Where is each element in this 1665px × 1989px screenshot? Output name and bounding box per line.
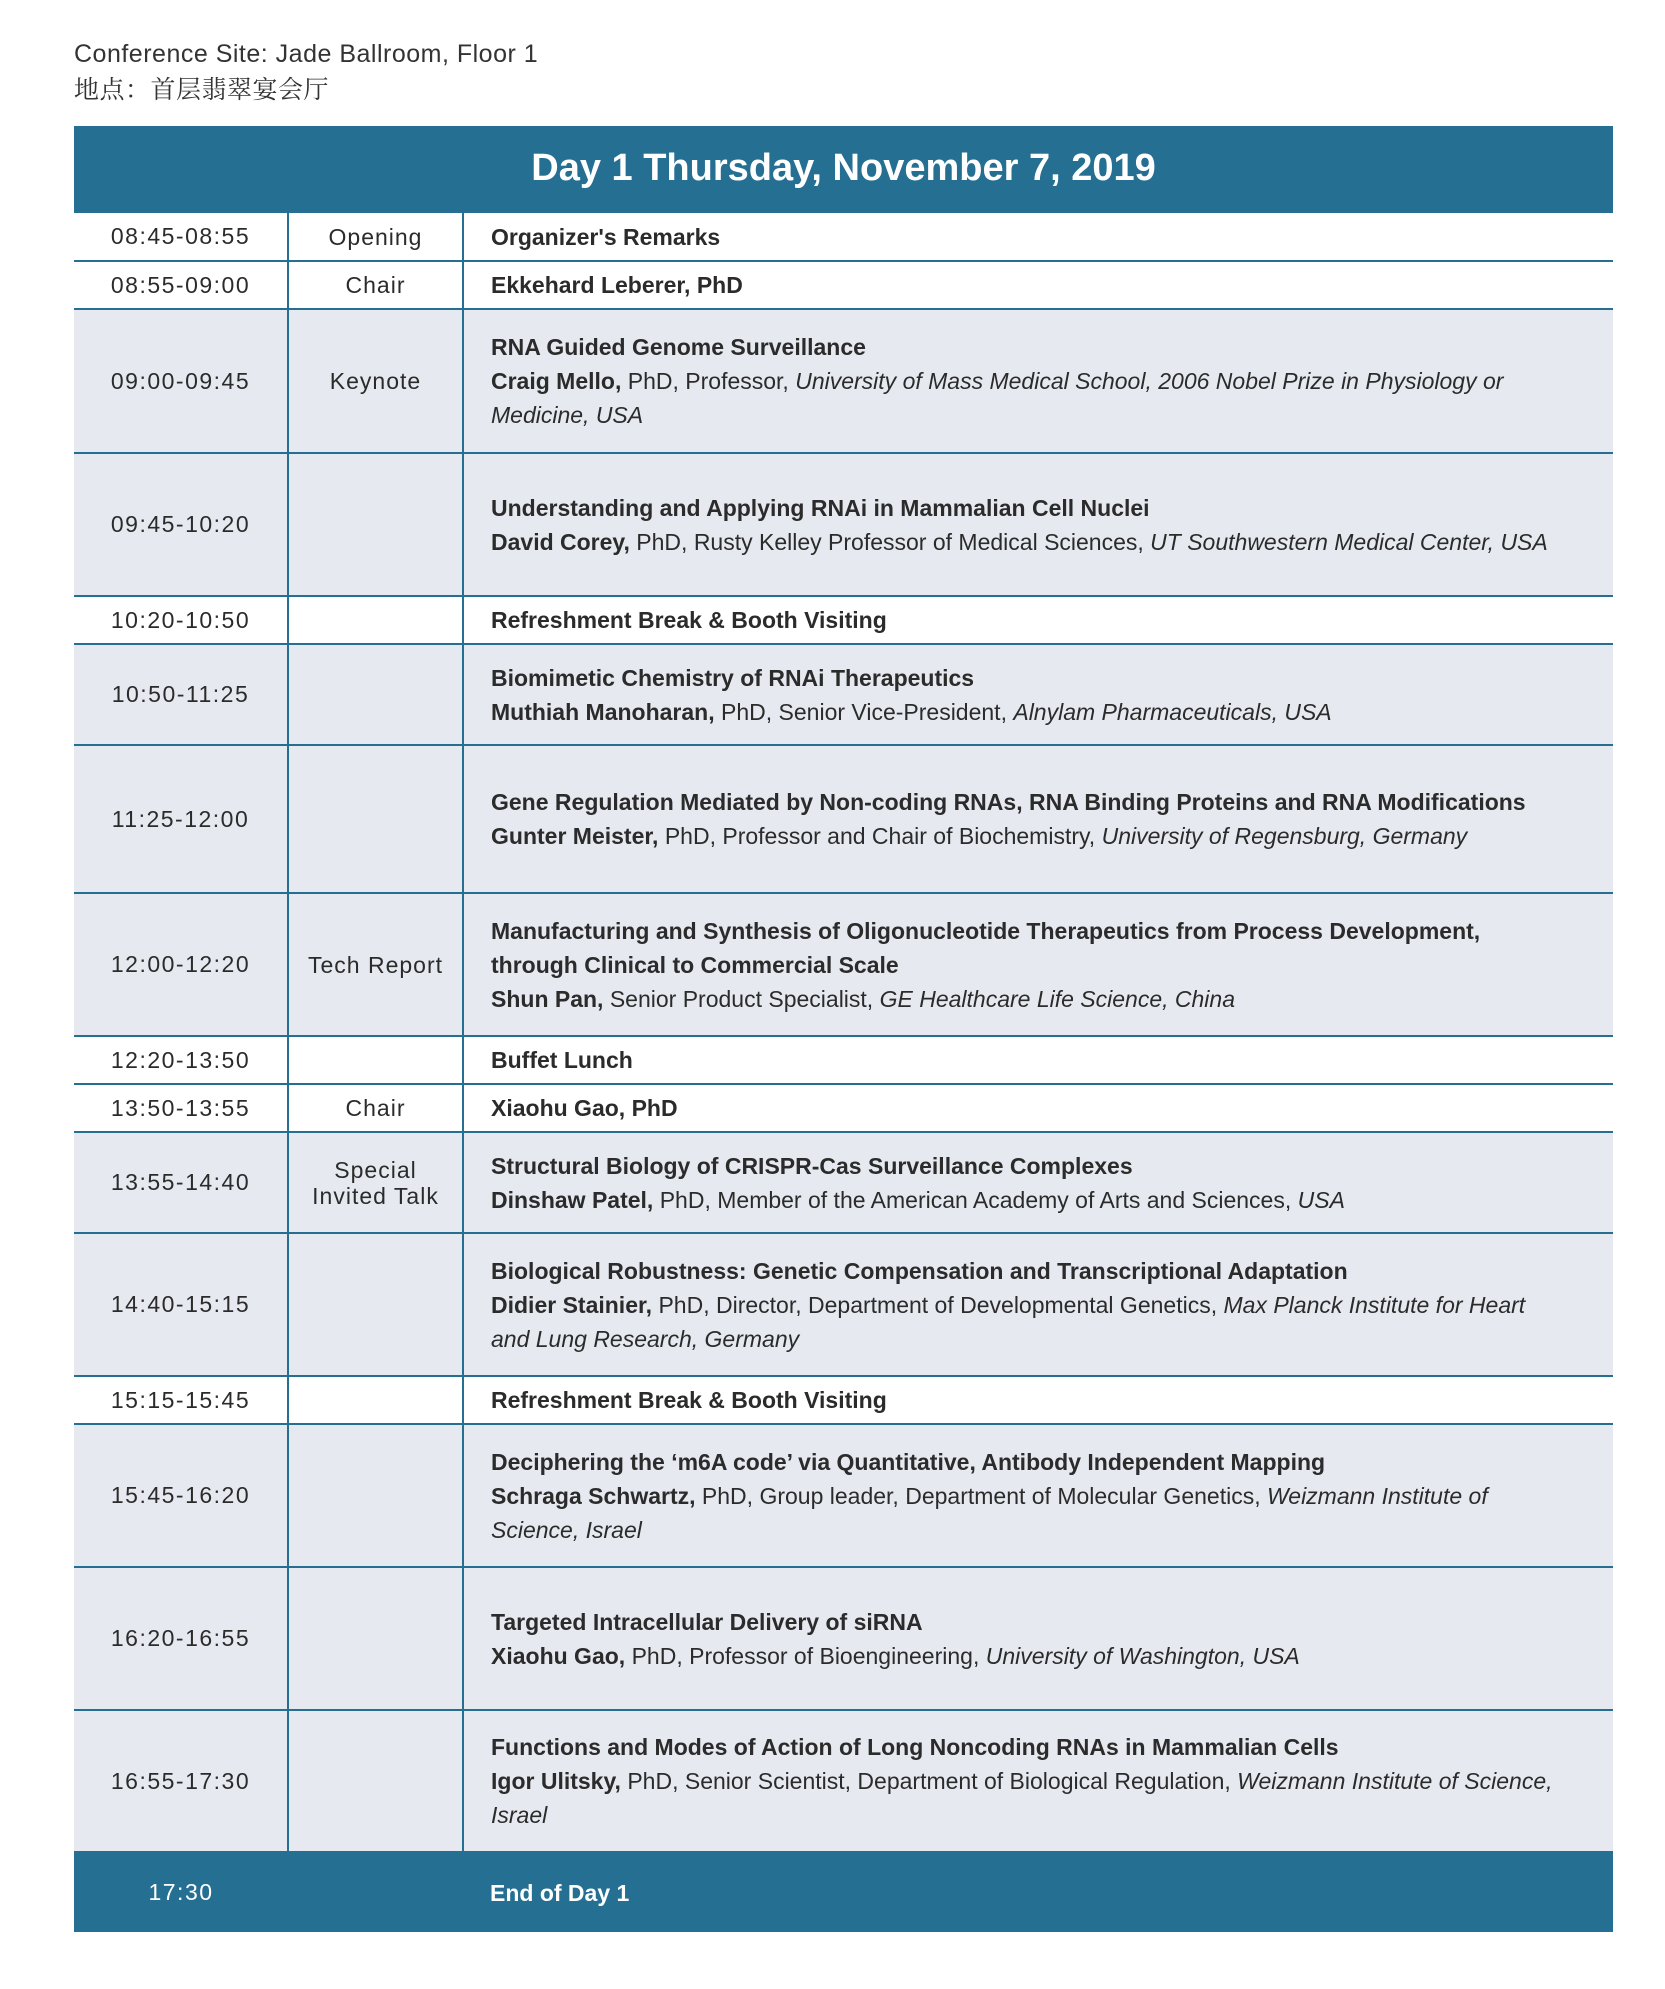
session-title: Structural Biology of CRISPR-Cas Surveillance Complexes [491, 1152, 1133, 1179]
schedule-row [74, 596, 1613, 644]
schedule-row [74, 893, 1613, 1036]
session-type [288, 1233, 463, 1376]
conference-site [74, 36, 538, 108]
session-time: 16:20-16:55 [74, 1567, 288, 1710]
speaker-affiliation: Weizmann Institute of Science, Israel [491, 1482, 1488, 1543]
session-content [463, 1376, 1613, 1424]
session-content [463, 745, 1613, 893]
schedule-row [74, 1567, 1613, 1710]
speaker-line [491, 1639, 1563, 1673]
speaker-name: Didier Stainier, [491, 1291, 653, 1318]
session-time: 14:40-15:15 [74, 1233, 288, 1376]
speaker-name: Igor Ulitsky, [491, 1768, 621, 1794]
session-title: Targeted Intracellular Delivery of siRNA [491, 1608, 923, 1635]
speaker-line [491, 1479, 1563, 1547]
schedule-row [74, 644, 1613, 745]
schedule-row [74, 1233, 1613, 1376]
session-title: Refreshment Break & Booth Visiting [491, 1387, 887, 1413]
session-title: Xiaohu Gao, PhD [491, 1095, 678, 1121]
session-type: Chair [288, 261, 463, 309]
session-type: Special Invited Talk [288, 1132, 463, 1233]
session-type [288, 453, 463, 596]
speaker-line [491, 1183, 1563, 1217]
schedule-row [74, 453, 1613, 596]
session-content [463, 1424, 1613, 1567]
speaker-line [491, 1288, 1563, 1356]
session-title: Refreshment Break & Booth Visiting [491, 607, 887, 633]
schedule-row [74, 261, 1613, 309]
speaker-line [491, 525, 1563, 559]
speaker-name: Shun Pan, [491, 985, 604, 1012]
schedule-row [74, 212, 1613, 261]
session-time: 09:00-09:45 [74, 309, 288, 453]
session-type [288, 1710, 463, 1852]
session-content [463, 309, 1613, 453]
session-title: RNA Guided Genome Surveillance [491, 334, 866, 360]
footer-title: End of Day 1 [463, 1852, 1613, 1932]
speaker-name: Craig Mello, [491, 368, 622, 394]
speaker-name: Dinshaw Patel, [491, 1186, 654, 1213]
session-type: Keynote [288, 309, 463, 453]
speaker-role: PhD, Director, Department of Developmental Genetics, [652, 1291, 1224, 1318]
speaker-affiliation: UT Southwestern Medical Center, USA [1150, 528, 1548, 555]
session-content [463, 596, 1613, 644]
session-content [463, 261, 1613, 309]
speaker-affiliation: GE Healthcare Life Science, China [879, 985, 1236, 1012]
session-type: Opening [288, 212, 463, 261]
speaker-role: PhD, Professor, [621, 368, 796, 394]
day-title: Day 1 Thursday, November 7, 2019 [531, 147, 1156, 189]
session-title: Organizer's Remarks [491, 223, 721, 250]
session-content [463, 1233, 1613, 1376]
schedule-row [74, 1710, 1613, 1852]
schedule-body [74, 212, 1613, 1932]
session-content [463, 893, 1613, 1036]
schedule-row [74, 1132, 1613, 1233]
footer-time: 17:30 [74, 1852, 288, 1932]
schedule-row [74, 309, 1613, 453]
session-content [463, 1132, 1613, 1233]
session-title: Biomimetic Chemistry of RNAi Therapeutics [491, 664, 975, 691]
speaker-line [491, 1764, 1563, 1832]
speaker-name: Schraga Schwartz, [491, 1482, 696, 1509]
session-time: 11:25-12:00 [74, 745, 288, 893]
speaker-affiliation: University of Washington, USA [985, 1642, 1300, 1669]
footer-row [74, 1852, 1613, 1932]
speaker-affiliation: Alnylam Pharmaceuticals, USA [1013, 698, 1332, 725]
session-content [463, 453, 1613, 596]
speaker-line [491, 982, 1563, 1016]
session-content [463, 1567, 1613, 1710]
session-content [463, 1710, 1613, 1852]
session-title: Ekkehard Leberer, PhD [491, 272, 743, 298]
session-time: 10:20-10:50 [74, 596, 288, 644]
schedule-row [74, 745, 1613, 893]
speaker-affiliation: Weizmann Institute of Science, Israel [491, 1768, 1553, 1828]
speaker-role: PhD, Group leader, Department of Molecular Genetics, [695, 1482, 1267, 1509]
speaker-name: Gunter Meister, [491, 823, 659, 849]
session-type [288, 1567, 463, 1710]
session-content [463, 1036, 1613, 1084]
speaker-name: Muthiah Manoharan, [491, 698, 715, 725]
speaker-affiliation: Max Planck Institute for Heart and Lung Research, Germany [491, 1291, 1526, 1352]
conference-site-en: Conference Site: Jade Ballroom, Floor 1 [74, 40, 539, 68]
footer-spacer [288, 1852, 463, 1932]
session-type: Tech Report [288, 893, 463, 1036]
speaker-role: Senior Product Specialist, [603, 985, 880, 1012]
speaker-role: PhD, Senior Scientist, Department of Biological Regulation, [620, 1768, 1238, 1794]
session-content [463, 644, 1613, 745]
schedule-row [74, 1036, 1613, 1084]
session-title: Manufacturing and Synthesis of Oligonucleotide Therapeutics from Process Development, through Clinical to Commercial Scale [491, 917, 1481, 978]
speaker-name: David Corey, [491, 528, 630, 555]
session-title: Functions and Modes of Action of Long Noncoding RNAs in Mammalian Cells [491, 1734, 1339, 1760]
conference-site-cn: 地点：首层翡翠宴会厅 [74, 76, 330, 104]
session-title: Gene Regulation Mediated by Non-coding RNAs, RNA Binding Proteins and RNA Modifications [491, 789, 1526, 815]
schedule-table [74, 211, 1613, 1932]
session-time: 12:20-13:50 [74, 1036, 288, 1084]
session-time: 08:45-08:55 [74, 212, 288, 261]
speaker-name: Xiaohu Gao, [491, 1642, 626, 1669]
session-title: Buffet Lunch [491, 1047, 633, 1073]
schedule-row [74, 1376, 1613, 1424]
speaker-affiliation: University of Regensburg, Germany [1101, 823, 1468, 849]
schedule-row [74, 1424, 1613, 1567]
session-type [288, 745, 463, 893]
session-time: 15:15-15:45 [74, 1376, 288, 1424]
speaker-role: PhD, Professor of Bioengineering, [625, 1642, 986, 1669]
session-time: 13:50-13:55 [74, 1084, 288, 1132]
session-time: 15:45-16:20 [74, 1424, 288, 1567]
speaker-affiliation: USA [1297, 1186, 1345, 1213]
speaker-line [491, 695, 1563, 729]
session-content [463, 212, 1613, 261]
session-time: 16:55-17:30 [74, 1710, 288, 1852]
session-time: 13:55-14:40 [74, 1132, 288, 1233]
day-header [74, 126, 1613, 211]
session-title: Deciphering the ‘m6A code’ via Quantitative, Antibody Independent Mapping [491, 1448, 1326, 1475]
speaker-role: PhD, Professor and Chair of Biochemistry, [658, 823, 1102, 849]
session-type [288, 644, 463, 745]
session-type [288, 1424, 463, 1567]
session-content [463, 1084, 1613, 1132]
session-type [288, 1376, 463, 1424]
speaker-role: PhD, Rusty Kelley Professor of Medical Sciences, [629, 528, 1151, 555]
schedule-row [74, 1084, 1613, 1132]
speaker-role: PhD, Senior Vice-President, [714, 698, 1014, 725]
session-title: Biological Robustness: Genetic Compensation and Transcriptional Adaptation [491, 1257, 1348, 1284]
speaker-line [491, 364, 1563, 432]
session-type [288, 1036, 463, 1084]
speaker-affiliation: University of Mass Medical School, 2006 Nobel Prize in Physiology or Medicine, USA [491, 368, 1504, 428]
session-time: 10:50-11:25 [74, 644, 288, 745]
session-type: Chair [288, 1084, 463, 1132]
speaker-role: PhD, Member of the American Academy of Arts and Sciences, [653, 1186, 1298, 1213]
session-type [288, 596, 463, 644]
speaker-line [491, 819, 1563, 853]
session-title: Understanding and Applying RNAi in Mammalian Cell Nuclei [491, 494, 1150, 521]
session-time: 12:00-12:20 [74, 893, 288, 1036]
session-time: 08:55-09:00 [74, 261, 288, 309]
session-time: 09:45-10:20 [74, 453, 288, 596]
